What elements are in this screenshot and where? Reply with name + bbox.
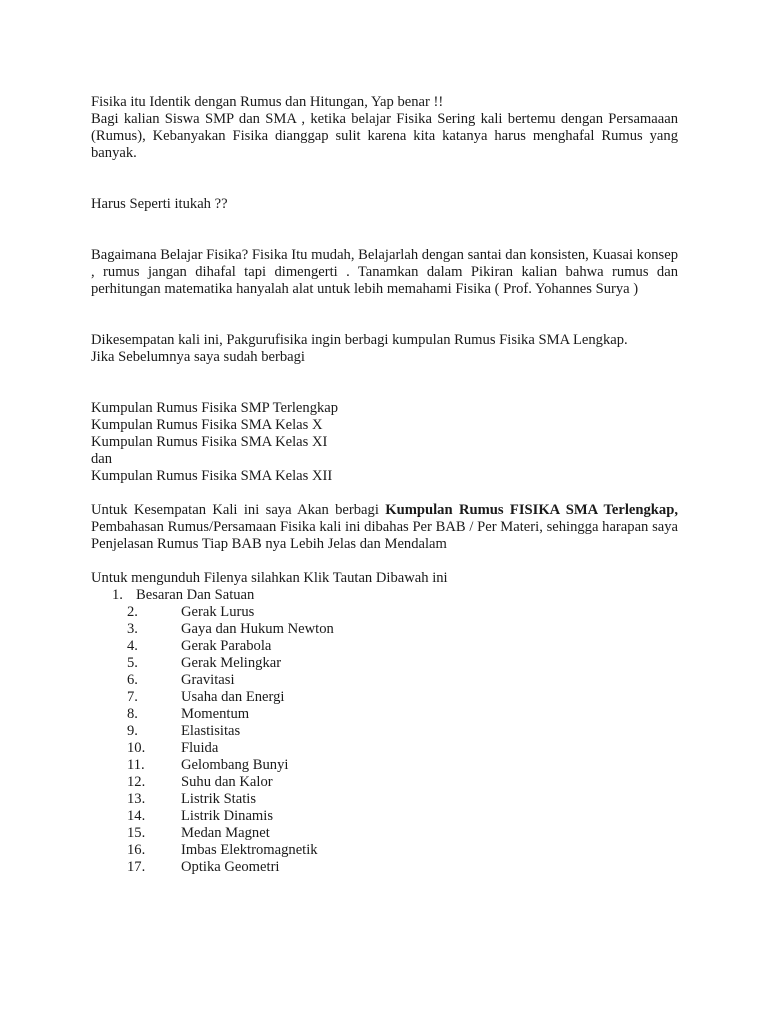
sharing-paragraph: [91, 502, 678, 553]
chapter-number: 10.: [127, 740, 146, 756]
chapter-title: Besaran Dan Satuan: [136, 587, 255, 603]
chapter-number: 16.: [127, 842, 146, 858]
chapter-item[interactable]: [91, 689, 678, 706]
chapter-item[interactable]: [91, 655, 678, 672]
chapter-item[interactable]: [91, 757, 678, 774]
chapter-item[interactable]: [91, 672, 678, 689]
chapter-title: Medan Magnet: [181, 825, 270, 841]
chapter-number: 11.: [127, 757, 145, 773]
chapter-number: 14.: [127, 808, 146, 824]
chapter-title: Listrik Statis: [181, 791, 256, 807]
intro-paragraph: Bagi kalian Siswa SMP dan SMA , ketika belajar Fisika Sering kali bertemu dengan Persamaaan (Rumus), Kebanyakan Fisika dianggap sulit karena kita katanya harus menghafal Rumus yang banyak.: [91, 111, 678, 161]
chapter-item[interactable]: [91, 859, 678, 876]
chapter-title: Usaha dan Energi: [181, 689, 285, 705]
chapter-number: 2.: [127, 604, 138, 620]
chapter-item[interactable]: [91, 621, 678, 638]
chapter-item[interactable]: [91, 825, 678, 842]
chapter-item[interactable]: [91, 706, 678, 723]
sharing-paragraph-start: Untuk Kesempatan Kali ini saya Akan berbagi: [91, 502, 386, 518]
chapter-number: 6.: [127, 672, 138, 688]
chapter-number: 4.: [127, 638, 138, 654]
chapter-title: Fluida: [181, 740, 219, 756]
shared-list-conjunction: dan: [91, 451, 113, 467]
chapter-number: 17.: [127, 859, 146, 875]
chapter-item[interactable]: [91, 808, 678, 825]
shared-link-sma-xii[interactable]: Kumpulan Rumus Fisika SMA Kelas XII: [91, 468, 333, 484]
chapter-title: Gerak Lurus: [181, 604, 255, 620]
chapter-title: Optika Geometri: [181, 859, 280, 875]
chapter-item[interactable]: [91, 791, 678, 808]
chapter-title: Suhu dan Kalor: [181, 774, 273, 790]
chapter-item[interactable]: [91, 842, 678, 859]
download-intro: Untuk mengunduh Filenya silahkan Klik Tautan Dibawah ini: [91, 570, 448, 586]
chapter-title: Momentum: [181, 706, 250, 722]
shared-list: [91, 400, 678, 485]
chapter-number: 3.: [127, 621, 138, 637]
chapter-item[interactable]: [91, 604, 678, 621]
chapter-item[interactable]: [91, 723, 678, 740]
chapter-title: Gaya dan Hukum Newton: [181, 621, 334, 637]
chapter-number: 12.: [127, 774, 146, 790]
chapter-title: Listrik Dinamis: [181, 808, 274, 824]
chapter-item[interactable]: [91, 638, 678, 655]
chapter-number: 15.: [127, 825, 146, 841]
chapter-item[interactable]: [91, 587, 678, 604]
shared-link-smp[interactable]: Kumpulan Rumus Fisika SMP Terlengkap: [91, 400, 339, 416]
shared-before-line: Jika Sebelumnya saya sudah berbagi: [91, 349, 305, 365]
sharing-paragraph-bold: Kumpulan Rumus FISIKA SMA Terlengkap,: [385, 502, 678, 518]
chapter-number: 5.: [127, 655, 138, 671]
shared-link-sma-x[interactable]: Kumpulan Rumus Fisika SMA Kelas X: [91, 417, 323, 433]
chapter-item[interactable]: [91, 740, 678, 757]
intro-line: Fisika itu Identik dengan Rumus dan Hitungan, Yap benar !!: [91, 94, 444, 110]
chapter-number: 8.: [127, 706, 138, 722]
chapter-number: 9.: [127, 723, 138, 739]
chapter-number: 1.: [112, 587, 123, 603]
chapter-number: 7.: [127, 689, 138, 705]
chapter-title: Gerak Parabola: [181, 638, 272, 654]
chapter-title: Elastisitas: [181, 723, 241, 739]
chapter-title: Gelombang Bunyi: [181, 757, 289, 773]
chapter-number: 13.: [127, 791, 146, 807]
question-line: Harus Seperti itukah ??: [91, 196, 228, 212]
chapter-title: Gravitasi: [181, 672, 235, 688]
document-page: [91, 94, 678, 876]
chapter-title: Imbas Elektromagnetik: [181, 842, 318, 858]
chapter-list: [91, 587, 678, 876]
sharing-paragraph-end: Pembahasan Rumus/Persamaan Fisika kali ini dibahas Per BAB / Per Materi, sehingga harapan saya Penjelasan Rumus Tiap BAB nya Lebih Jelas dan Mendalam: [91, 519, 678, 552]
learning-paragraph: Bagaimana Belajar Fisika? Fisika Itu mudah, Belajarlah dengan santai dan konsisten, Kuasai konsep , rumus jangan dihafal tapi dimengerti . Tanamkan dalam Pikiran kalian bahwa rumus dan perhitungan matematika hanyalah alat untuk lebih memahami Fisika ( Prof. Yohannes Surya ): [91, 247, 678, 297]
chapter-item[interactable]: [91, 774, 678, 791]
shared-link-sma-xi[interactable]: Kumpulan Rumus Fisika SMA Kelas XI: [91, 434, 328, 450]
occasion-line: Dikesempatan kali ini, Pakgurufisika ingin berbagi kumpulan Rumus Fisika SMA Lengkap.: [91, 332, 628, 348]
chapter-title: Gerak Melingkar: [181, 655, 282, 671]
